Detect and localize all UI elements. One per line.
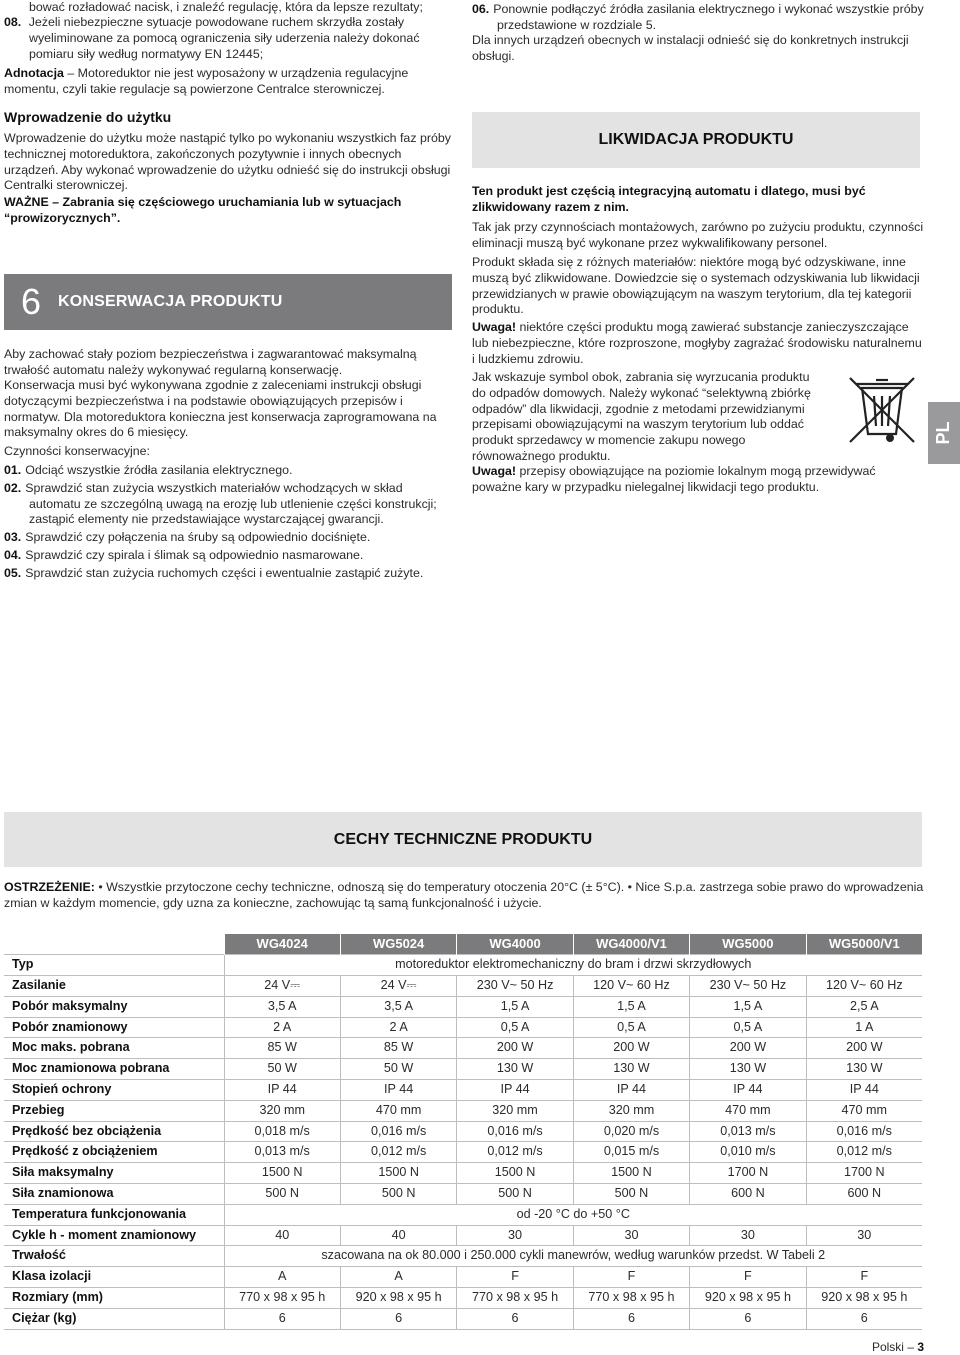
language-tab-label: PL bbox=[933, 421, 954, 445]
continued-line: bować rozładować nacisk, i znaleźć regulację, która da lepsze rezultaty; bbox=[29, 0, 423, 14]
row-value: 6 bbox=[806, 1308, 922, 1329]
row-value: 0,016 m/s bbox=[457, 1121, 573, 1142]
step-08 bbox=[4, 15, 456, 62]
row-value: 0,016 m/s bbox=[806, 1121, 922, 1142]
row-value: 200 W bbox=[457, 1038, 573, 1059]
row-value: 770 x 98 x 95 h bbox=[224, 1288, 340, 1309]
row-label: Pobór maksymalny bbox=[4, 996, 224, 1017]
row-value: 200 W bbox=[690, 1038, 806, 1059]
row-value: 50 W bbox=[340, 1059, 456, 1080]
row-value: 0,012 m/s bbox=[457, 1142, 573, 1163]
step-04 bbox=[4, 548, 456, 564]
row-value: IP 44 bbox=[573, 1080, 689, 1101]
row-label: Moc znamionowa pobrana bbox=[4, 1059, 224, 1080]
row-value: 920 x 98 x 95 h bbox=[690, 1288, 806, 1309]
model-header: WG5024 bbox=[340, 934, 456, 955]
row-value: 500 N bbox=[340, 1184, 456, 1205]
intro-title: Wprowadzenie do użytku bbox=[4, 109, 172, 125]
disposal-p2: Produkt składa się z różnych materiałów: niektóre mogą być odzyskiwane, inne muszą być zlikwidowane. Dowiedzcie się o systemach odzyskiwania lub likwidacji przewidzianych w prawie obowiązującym na waszym terytorium, dla tej kategorii produktu. bbox=[472, 255, 920, 317]
row-value: 1,5 A bbox=[457, 996, 573, 1017]
model-header: WG4000 bbox=[457, 934, 573, 955]
row-value: 40 bbox=[340, 1225, 456, 1246]
row-value: 40 bbox=[224, 1225, 340, 1246]
row-label: Przebieg bbox=[4, 1100, 224, 1121]
row-value: 0,020 m/s bbox=[573, 1121, 689, 1142]
table-row bbox=[4, 1163, 922, 1184]
table-row bbox=[4, 1038, 922, 1059]
table-row bbox=[4, 1059, 922, 1080]
row-value-span: motoreduktor elektromechaniczny do bram i drzwi skrzydłowych bbox=[224, 955, 922, 976]
specs-header: CECHY TECHNICZNE PRODUKTU bbox=[4, 812, 922, 867]
step-text: Odciąć wszystkie źródła zasilania elektrycznego. bbox=[25, 463, 293, 477]
row-label: Moc maks. pobrana bbox=[4, 1038, 224, 1059]
step-06 bbox=[472, 2, 924, 34]
model-header: WG5000/V1 bbox=[806, 934, 922, 955]
row-value: 1500 N bbox=[573, 1163, 689, 1184]
row-value: 120 V~ 60 Hz bbox=[573, 976, 689, 997]
note-text: – Motoreduktor nie jest wyposażony w urządzenia regulacyjne momentu, czyli takie regulacje są powierzone Centralce sterowniczej. bbox=[4, 66, 409, 96]
row-value: 1500 N bbox=[340, 1163, 456, 1184]
row-label: Pobór znamionowy bbox=[4, 1017, 224, 1038]
row-value-span: szacowana na ok 80.000 i 250.000 cykli manewrów, według warunków przedst. W Tabeli 2 bbox=[224, 1246, 922, 1267]
step-number: 04. bbox=[4, 547, 22, 562]
row-value: 470 mm bbox=[340, 1100, 456, 1121]
specs-body bbox=[4, 955, 922, 1329]
row-label: Cykle h - moment znamionowy bbox=[4, 1225, 224, 1246]
row-value: 30 bbox=[573, 1225, 689, 1246]
row-value: 130 W bbox=[457, 1059, 573, 1080]
table-row bbox=[4, 1184, 922, 1205]
row-value: IP 44 bbox=[224, 1080, 340, 1101]
warning-label: Uwaga! bbox=[472, 464, 517, 478]
row-value: 6 bbox=[340, 1308, 456, 1329]
maintenance-ops-label: Czynności konserwacyjne: bbox=[4, 444, 150, 458]
table-row bbox=[4, 996, 922, 1017]
row-value: 770 x 98 x 95 h bbox=[457, 1288, 573, 1309]
row-value: 320 mm bbox=[457, 1100, 573, 1121]
row-value: 0,013 m/s bbox=[690, 1121, 806, 1142]
important-warning: WAŻNE – Zabrania się częściowego uruchamiania lub w sytuacjach “prowizorycznych”. bbox=[4, 195, 402, 225]
row-value: 85 W bbox=[224, 1038, 340, 1059]
row-value: 0,5 A bbox=[457, 1017, 573, 1038]
table-row bbox=[4, 1100, 922, 1121]
note-label: Adnotacja bbox=[4, 66, 64, 80]
step-text: Ponownie podłączyć źródła zasilania elektrycznego i wykonać wszystkie próby przedstawione w rozdziale 5. bbox=[493, 2, 924, 32]
table-row bbox=[4, 976, 922, 997]
crossed-bin-icon bbox=[842, 374, 922, 446]
row-value: F bbox=[573, 1267, 689, 1288]
row-value: 85 W bbox=[340, 1038, 456, 1059]
row-label: Trwałość bbox=[4, 1246, 224, 1267]
section-number: 6 bbox=[20, 281, 42, 322]
row-label: Ciężar (kg) bbox=[4, 1308, 224, 1329]
table-row bbox=[4, 955, 922, 976]
step-02 bbox=[4, 481, 456, 528]
note-paragraph bbox=[4, 66, 456, 98]
language-tab bbox=[928, 402, 960, 464]
section-title: KONSERWACJA PRODUKTU bbox=[58, 293, 283, 311]
warning-text: przepisy obowiązujące na poziomie lokalnym mogą przewidywać poważne kary w przypadku nielegalnej likwidacji tego produktu. bbox=[472, 464, 876, 494]
row-value: 24 V⎓ bbox=[340, 976, 456, 997]
row-value: IP 44 bbox=[457, 1080, 573, 1101]
row-value: 230 V~ 50 Hz bbox=[690, 976, 806, 997]
footer-language: Polski bbox=[871, 1340, 904, 1354]
row-value: F bbox=[806, 1267, 922, 1288]
row-value: 6 bbox=[573, 1308, 689, 1329]
row-value: IP 44 bbox=[806, 1080, 922, 1101]
row-value-span: od -20 °C do +50 °C bbox=[224, 1204, 922, 1225]
row-value: 500 N bbox=[457, 1184, 573, 1205]
table-row bbox=[4, 1308, 922, 1329]
step-number: 01. bbox=[4, 463, 22, 477]
step-number: 05. bbox=[4, 565, 22, 580]
row-label: Rozmiary (mm) bbox=[4, 1288, 224, 1309]
row-value: 1500 N bbox=[224, 1163, 340, 1184]
row-value: 6 bbox=[457, 1308, 573, 1329]
row-label: Siła znamionowa bbox=[4, 1184, 224, 1205]
row-label: Prędkość bez obciążenia bbox=[4, 1121, 224, 1142]
maintenance-steps bbox=[4, 463, 456, 582]
table-row bbox=[4, 1267, 922, 1288]
row-value: 0,016 m/s bbox=[340, 1121, 456, 1142]
row-value: 3,5 A bbox=[224, 996, 340, 1017]
row-value: 0,013 m/s bbox=[224, 1142, 340, 1163]
step-text: Sprawdzić czy spirala i ślimak są odpowiednio nasmarowane. bbox=[25, 547, 364, 562]
model-header: WG5000 bbox=[690, 934, 806, 955]
row-value: 1,5 A bbox=[573, 996, 689, 1017]
disposal-p1: Tak jak przy czynnościach montażowych, zarówno po zużyciu produktu, czynności eliminacji muszą być wykonane przez wykwalifikowany personel. bbox=[472, 220, 924, 250]
row-value: 230 V~ 50 Hz bbox=[457, 976, 573, 997]
row-value: 0,5 A bbox=[690, 1017, 806, 1038]
step-text: Jeżeli niebezpieczne sytuacje powodowane ruchem skrzydła zostały wyeliminowane za pomocą ograniczenia siły uderzenia należy dokonać pomiaru siły według normatywy EN 12445; bbox=[28, 15, 420, 61]
row-value: 500 N bbox=[573, 1184, 689, 1205]
specs-warning-text: • Wszystkie przytoczone cechy techniczne, odnoszą się do temperatury otoczenia 20°C (± 5°C). • Nice S.p.a. zastrzega sobie prawo do wprowadzenia zmian w każdym momencie, gdy uzna za konieczne, zachowując tą samą funkcjonalność i użycie. bbox=[4, 880, 924, 910]
table-row bbox=[4, 1204, 922, 1225]
row-value: 2,5 A bbox=[806, 996, 922, 1017]
row-value: 30 bbox=[457, 1225, 573, 1246]
row-value: 1,5 A bbox=[690, 996, 806, 1017]
row-value: 200 W bbox=[573, 1038, 689, 1059]
model-header: WG4000/V1 bbox=[573, 934, 689, 955]
row-value: 600 N bbox=[806, 1184, 922, 1205]
row-value: 770 x 98 x 95 h bbox=[573, 1288, 689, 1309]
table-row bbox=[4, 1246, 922, 1267]
row-value: IP 44 bbox=[690, 1080, 806, 1101]
row-label: Temperatura funkcjonowania bbox=[4, 1204, 224, 1225]
row-value: 600 N bbox=[690, 1184, 806, 1205]
row-label: Stopień ochrony bbox=[4, 1080, 224, 1101]
step-text: Sprawdzić stan zużycia wszystkich materiałów wchodzących w skład automatu ze szczególną uwagą na erozję lub utlenienie części konstrukcji; zastąpić elementy nie przedstawiające wystarczającej gwarancji. bbox=[25, 480, 437, 527]
maintenance-intro: Aby zachować stały poziom bezpieczeństwa i zagwarantować maksymalną trwałość automatu należy wykonywać regularną konserwację. bbox=[4, 347, 417, 377]
page-number: 3 bbox=[917, 1340, 924, 1354]
row-value: 30 bbox=[806, 1225, 922, 1246]
row-value: 0,010 m/s bbox=[690, 1142, 806, 1163]
row-label: Typ bbox=[4, 955, 224, 976]
section-6-header bbox=[4, 274, 452, 330]
step-number: 03. bbox=[4, 530, 22, 545]
row-value: 0,018 m/s bbox=[224, 1121, 340, 1142]
row-label: Prędkość z obciążeniem bbox=[4, 1142, 224, 1163]
row-value: 130 W bbox=[573, 1059, 689, 1080]
row-value: 2 A bbox=[224, 1017, 340, 1038]
row-value: 24 V⎓ bbox=[224, 976, 340, 997]
step-05 bbox=[4, 566, 456, 582]
table-row bbox=[4, 1080, 922, 1101]
warning-text: niektóre części produktu mogą zawierać substancje zanieczyszczające lub niebezpieczne, które rozproszone, mogłyby zagrażać środowisku naturalnemu i ludzkiemu zdrowiu. bbox=[472, 320, 922, 366]
row-value: 6 bbox=[224, 1308, 340, 1329]
row-value: 1700 N bbox=[806, 1163, 922, 1184]
row-value: F bbox=[690, 1267, 806, 1288]
row-value: 1 A bbox=[806, 1017, 922, 1038]
warning-label: Uwaga! bbox=[472, 320, 517, 334]
row-value: 6 bbox=[690, 1308, 806, 1329]
row-value: 920 x 98 x 95 h bbox=[340, 1288, 456, 1309]
row-value: A bbox=[340, 1267, 456, 1288]
row-value: 0,012 m/s bbox=[340, 1142, 456, 1163]
step-number: 02. bbox=[4, 480, 22, 495]
other-devices-note: Dla innych urządzeń obecnych w instalacji odnieść się do konkretnych instrukcji obsługi. bbox=[472, 33, 909, 63]
disposal-warning-2 bbox=[472, 464, 924, 496]
row-value: 2 A bbox=[340, 1017, 456, 1038]
row-value: 920 x 98 x 95 h bbox=[806, 1288, 922, 1309]
row-value: 30 bbox=[690, 1225, 806, 1246]
row-value: 320 mm bbox=[573, 1100, 689, 1121]
row-value: 470 mm bbox=[690, 1100, 806, 1121]
step-text: Sprawdzić czy połączenia na śruby są odpowiednio dociśnięte. bbox=[25, 530, 371, 545]
row-value: A bbox=[224, 1267, 340, 1288]
row-value: 1700 N bbox=[690, 1163, 806, 1184]
row-value: IP 44 bbox=[340, 1080, 456, 1101]
intro-text: Wprowadzenie do użytku może nastąpić tylko po wykonaniu wszystkich faz próby technicznej motoreduktora, zakończonych pozytywnie i innych obecnych urządzeń. Aby wykonać wprowadzenie do użytku odnieść się do instrukcji obsługi Centralki sterowniczej. bbox=[4, 131, 451, 193]
step-03 bbox=[4, 530, 456, 546]
row-value: 0,012 m/s bbox=[806, 1142, 922, 1163]
table-row bbox=[4, 1121, 922, 1142]
disposal-warning-1 bbox=[472, 320, 924, 367]
step-text: Sprawdzić stan zużycia ruchomych części i ewentualnie zastąpić zużyte. bbox=[25, 565, 424, 580]
table-row bbox=[4, 1142, 922, 1163]
header-blank bbox=[4, 934, 224, 955]
row-value: F bbox=[457, 1267, 573, 1288]
row-label: Klasa izolacji bbox=[4, 1267, 224, 1288]
step-number: 06. bbox=[472, 2, 490, 16]
row-value: 0,5 A bbox=[573, 1017, 689, 1038]
table-row bbox=[4, 1225, 922, 1246]
specs-header-row bbox=[4, 934, 922, 955]
row-label: Siła maksymalny bbox=[4, 1163, 224, 1184]
step-01 bbox=[4, 463, 456, 479]
specs-table bbox=[4, 934, 922, 1330]
row-value: 130 W bbox=[690, 1059, 806, 1080]
row-value: 470 mm bbox=[806, 1100, 922, 1121]
step-number: 08. bbox=[4, 15, 22, 29]
row-value: 120 V~ 60 Hz bbox=[806, 976, 922, 997]
row-label: Zasilanie bbox=[4, 976, 224, 997]
disposal-bold-intro: Ten produkt jest częścią integracyjną automatu i dlatego, musi być zlikwidowany razem z nim. bbox=[472, 184, 866, 214]
row-value: 1500 N bbox=[457, 1163, 573, 1184]
row-value: 0,015 m/s bbox=[573, 1142, 689, 1163]
disposal-p3: Jak wskazuje symbol obok, zabrania się wyrzucania produktu do odpadów domowych. Należy wykonać “selektywną zbiórkę odpadów” dla likwidacji, zgodnie z metodami przewidzianymi przepisami obowiązującymi na waszym terytorium lub oddać produkt sprzedawcy w momencie zakupu nowego równoważnego produktu. bbox=[472, 370, 811, 463]
row-value: 200 W bbox=[806, 1038, 922, 1059]
maintenance-text: Konserwacja musi być wykonywana zgodnie z zaleceniami instrukcji obsługi dotyczącymi bezpieczeństwa i na podstawie obowiązujących przepisów i normatyw. Dla motoreduktora konieczna jest konserwacja zaprogramowana na maksymalny okres do 6 miesięcy. bbox=[4, 378, 437, 440]
row-value: 50 W bbox=[224, 1059, 340, 1080]
page-footer bbox=[872, 1340, 924, 1355]
row-value: 3,5 A bbox=[340, 996, 456, 1017]
row-value: 130 W bbox=[806, 1059, 922, 1080]
footer-sep: – bbox=[903, 1340, 918, 1354]
row-value: 320 mm bbox=[224, 1100, 340, 1121]
table-row bbox=[4, 1017, 922, 1038]
model-header: WG4024 bbox=[224, 934, 340, 955]
row-value: 500 N bbox=[224, 1184, 340, 1205]
specs-warning bbox=[4, 880, 924, 912]
specs-warning-label: OSTRZEŻENIE: bbox=[4, 880, 95, 894]
disposal-header: LIKWIDACJA PRODUKTU bbox=[472, 112, 920, 168]
table-row bbox=[4, 1288, 922, 1309]
